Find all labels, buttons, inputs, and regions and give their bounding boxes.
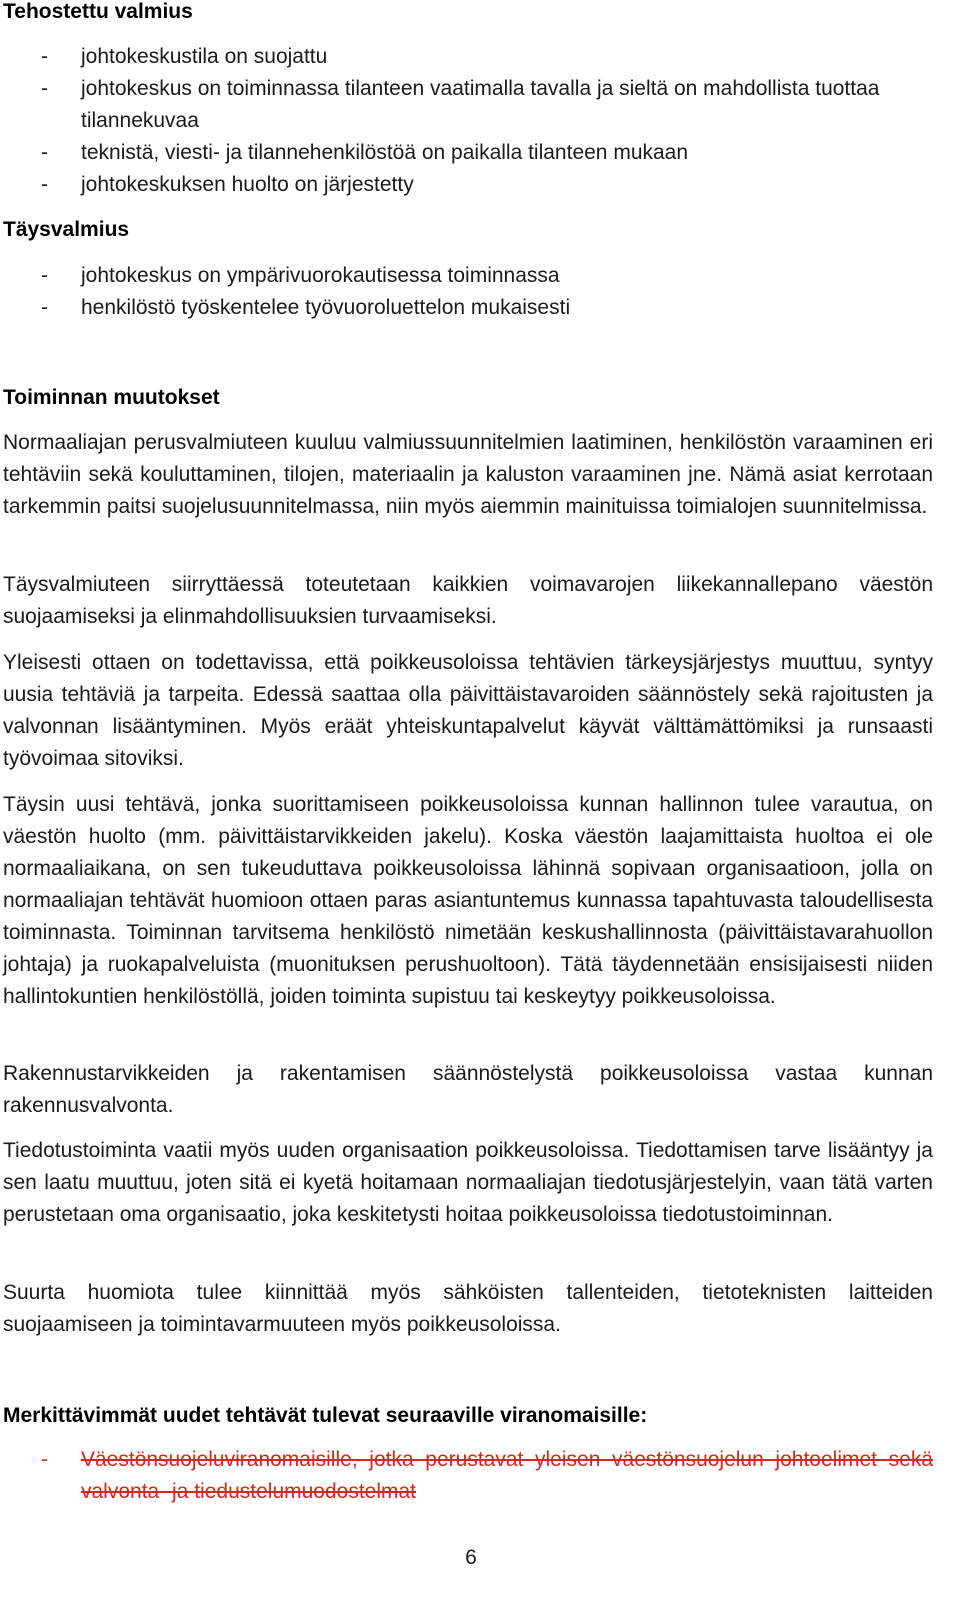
list-item-text: teknistä, viesti- ja tilannehenkilöstöä on paikalla tilanteen mukaan xyxy=(81,141,689,164)
paragraph: Yleisesti ottaen on todettavissa, että poikkeusoloissa tehtävien tärkeysjärjestys muuttuu, syntyy uusia tehtäviä ja tarpeita. Edessä saattaa olla päivittäistavaroiden säännöstely sekä rajoitusten ja valvonnan lisääntyminen. Myös eräät yhteiskuntapalvelut käyvät välttämättömiksi ja runsaasti työvoimaa sitoviksi. xyxy=(3,651,933,770)
heading-tehostettu-valmius: Tehostettu valmius xyxy=(3,0,193,23)
page-number: 6 xyxy=(465,1546,477,1569)
list-item xyxy=(3,260,933,292)
bullet-dash: - xyxy=(41,296,48,319)
heading-toiminnan-muutokset: Toiminnan muutokset xyxy=(3,386,220,409)
bullet-dash: - xyxy=(41,141,48,164)
list-item xyxy=(3,137,933,169)
bullet-dash: - xyxy=(41,173,48,196)
paragraph: Rakennustarvikkeiden ja rakentamisen säännöstelystä poikkeusoloissa vastaa kunnan rakennusvalvonta. xyxy=(3,1062,933,1117)
paragraph: Suurta huomiota tulee kiinnittää myös sähköisten tallenteiden, tietoteknisten laitteiden suojaamiseen ja toimintavarmuuteen myös poikkeusoloissa. xyxy=(3,1281,933,1336)
list-item-text: johtokeskuksen huolto on järjestetty xyxy=(81,173,414,196)
list-item xyxy=(3,41,933,73)
paragraph: Tiedotustoiminta vaatii myös uuden organisaation poikkeusoloissa. Tiedottamisen tarve lisääntyy ja sen laatu muuttuu, joten sitä ei kyetä hoitamaan normaaliajan tiedotusjärjestelyin, vaan tätä varten perustetaan oma organisaatio, joka keskitetysti hoitaa poikkeusoloissa tiedotustoiminnan. xyxy=(3,1139,933,1226)
taysvalmius-list xyxy=(3,260,933,324)
list-item-text: johtokeskustila on suojattu xyxy=(81,45,328,68)
list-item-text: johtokeskus on ympärivuorokautisessa toiminnassa xyxy=(81,264,560,287)
merkittavimmat-list xyxy=(3,1444,933,1508)
list-item xyxy=(3,292,933,324)
paragraph: Täysvalmiuteen siirryttäessä toteutetaan kaikkien voimavarojen liikekannallepano väestön suojaamiseksi ja elinmahdollisuuksien turvaamiseksi. xyxy=(3,573,933,628)
paragraph: Täysin uusi tehtävä, jonka suorittamiseen poikkeusoloissa kunnan hallinnon tulee varautua, on väestön huolto (mm. päivittäistarvikkeiden jakelu). Koska väestön laajamittaista huoltoa ei ole normaaliaikana, on sen tukeuduttava poikkeusoloissa lähinnä sopivaan organisaatioon, jolla on normaaliajan tehtävät huomioon ottaen paras asiantuntemus kunnassa tapahtuvasta taloudellisesta toiminnasta. Toiminnan tarvitsema henkilöstö nimetään keskushallinnosta (päivittäistavarahuollon johtaja) ja ruokapalveluista (muonituksen perushuoltoon). Tätä täydennetään ensisijaisesti niiden hallintokuntien henkilöstöllä, joiden toiminta supistuu tai keskeytyy poikkeusoloissa. xyxy=(3,793,933,1008)
heading-merkittavimmat: Merkittävimmät uudet tehtävät tulevat seuraaville viranomaisille: xyxy=(3,1404,648,1427)
bullet-dash: - xyxy=(41,45,48,68)
list-item-struck xyxy=(3,1444,933,1508)
list-item-text: Väestönsuojeluviranomaisille, jotka perustavat yleisen väestönsuojelun johtoelimet sekä valvonta- ja tiedustelumuodostelmat xyxy=(81,1448,933,1503)
bullet-dash: - xyxy=(41,77,48,100)
bullet-dash: - xyxy=(41,264,48,287)
list-item xyxy=(3,73,933,137)
list-item-text: johtokeskus on toiminnassa tilanteen vaatimalla tavalla ja sieltä on mahdollista tuottaa tilannekuvaa xyxy=(81,77,880,132)
list-item xyxy=(3,169,933,201)
heading-taysvalmius: Täysvalmius xyxy=(3,218,130,241)
list-item-text: henkilöstö työskentelee työvuoroluettelon mukaisesti xyxy=(81,296,571,319)
tehostettu-valmius-list xyxy=(3,41,933,201)
paragraph: Normaaliajan perusvalmiuteen kuuluu valmiussuunnitelmien laatiminen, henkilöstön varaaminen eri tehtäviin sekä kouluttaminen, tilojen, materiaalin ja kaluston varaaminen jne. Nämä asiat kerrotaan tarkemmin paitsi suojelusuunnitelmassa, niin myös aiemmin mainituissa toimialojen suunnitelmissa. xyxy=(3,431,933,518)
bullet-dash: - xyxy=(41,1448,48,1471)
